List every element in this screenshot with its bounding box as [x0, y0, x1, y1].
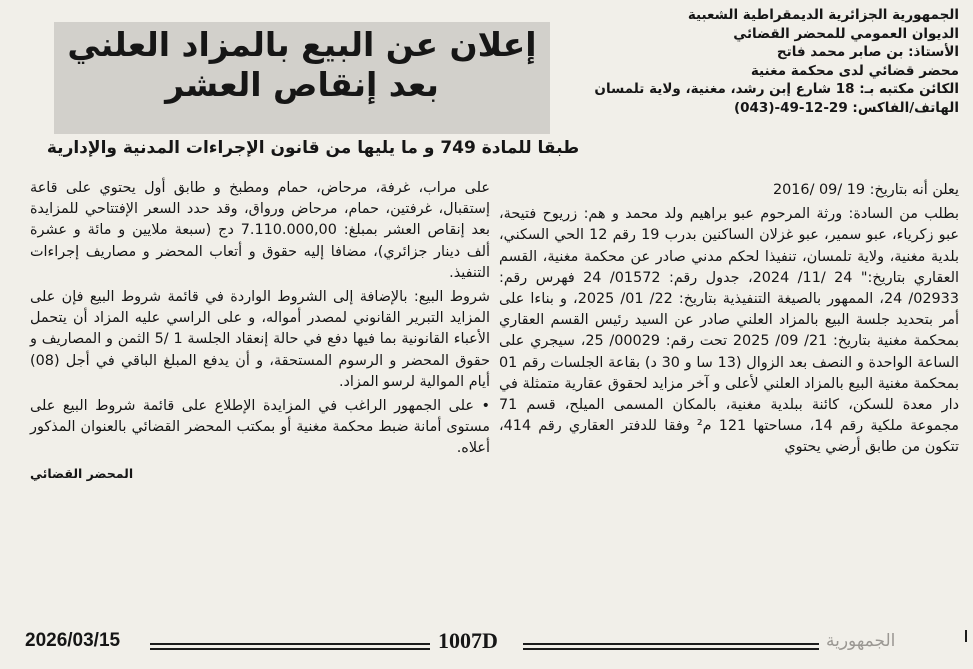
newspaper-logo: الجمهورية: [826, 631, 896, 651]
announcement-title-box: [54, 22, 550, 134]
footer-rule-right: [523, 643, 819, 650]
org-line-bailiff-name: الأستاذ: بن صابر محمد فاتح: [776, 44, 959, 60]
left-text-column: [30, 178, 490, 484]
bailiff-signature: المحضر القضائي: [30, 465, 134, 481]
announcement-subtitle: طبقا للمادة 749 و ما يليها من قانون الإجراءات المدنية والإدارية: [46, 138, 580, 158]
request-paragraph: بطلب من السادة: ورثة المرحوم عبو براهيم ولد محمد و هم: زريوح فتيحة، عبو زكرياء، عبو سمير، عبو غزلان الساكنين بدرب 19 رقم 12 الحي السكني، بلدية مغنية، ولاية تلمسان، تنفيذا لحكم مدني صادر عن محكمة مغنية، القسم العقاري بتاريخ:" 24 /11/ 2024، جدول رقم: 01572/ 24 فهرس رقم: 02933/ 24، الممهور بالصيغة التنفيذية بتاريخ: 22/ 01/ 2025، و بناءا على أمر بتحديد جلسة البيع بالمزاد العلني صادر عن السيد رئيس القسم العقاري بمحكمة مغنية بتاريخ: 21/ 09/ 2025 تحت رقم: 00029/ 25، سيجري على الساعة الواحدة و النصف بعد الزوال (13 سا و 30 د) بقاعة الجلسات رقم 01 بمحكمة مغنية البيع بالمزاد العلني لأعلى و آخر مزايد لحقوق عقارية متمثلة في دار معدة للسكن، كائنة ببلدية مغنية، بالمكان المسمى الميلح، قسم 71 مجموعة ملكية رقم 14، مساحتها 121 م² وفقا للدفتر العقاري رقم 414، تتكون من طابق أرضي يحتوي: [499, 206, 959, 456]
footer-ad-code: 1007D: [438, 628, 498, 653]
footer-rule-left: [150, 643, 430, 650]
property-description-paragraph: على مراب، غرفة، مرحاض، حمام ومطبخ و طابق أول يحتوي على قاعة إستقبال، غرفتين، حمام، مرحاض ورواق، وقد حدد السعر الإفتتاحي للمزايدة بعد إنقاص العشر بمبلغ: 7.110.000,00 دج (سبعة ملايين و مائة و عشرة ألف دينار جزائري)، مضافا إليه حقوق و أتعاب المحضر و مصاريف إجراءات التنفيذ.: [30, 180, 490, 281]
public-notice-paragraph: • على الجمهور الراغب في المزايدة الإطلاع على قائمة شروط البيع على مستوى أمانة ضبط محكمة مغنية أو بمكتب المحضر القضائي بالعنوان المذكور أعلاه.: [30, 398, 490, 457]
issuing-office-header: [594, 6, 959, 117]
announcement-date-paragraph: يعلن أنه بتاريخ: 19 /09 /2016: [772, 182, 959, 198]
page-footer: [0, 626, 973, 666]
sale-conditions-paragraph: شروط البيع: بالإضافة إلى الشروط الواردة في قائمة شروط البيع فإن على المزايد التبرير القانوني لمصدر أمواله، و على الراسي عليه المزاد أن يتحمل الأعباء القانونية بما فيها دفع في حالة إنعقاد الجلسة 1 /5 الثمن و المصاريف و حقوق المحضر و الرسوم المستحقة، و أن يدفع المبلغ الباقي في أجل (08) أيام الموالية لرسو المزاد.: [30, 289, 490, 390]
org-line-phone: الهاتف/الفاكس: 29-12-49-(043): [733, 99, 959, 116]
right-text-column: [499, 180, 959, 462]
announcement-title-line2: بعد إنقاص العشر: [165, 65, 439, 104]
footer-edge-mark: [959, 630, 967, 642]
org-line-office: الديوان العمومي للمحضر القضائي: [733, 25, 959, 42]
org-line-court: محضر قضائي لدى محكمة مغنية: [750, 62, 959, 79]
org-line-address: الكائن مكتبه بـ: 18 شارع إبن رشد، مغنية، ولاية تلمسان: [594, 81, 959, 97]
footer-date: 2026/03/15: [25, 630, 121, 651]
announcement-title-line1: إعلان عن البيع بالمزاد العلني: [67, 25, 537, 64]
org-line-country: الجمهورية الجزائرية الديمقراطية الشعبية: [687, 7, 959, 23]
